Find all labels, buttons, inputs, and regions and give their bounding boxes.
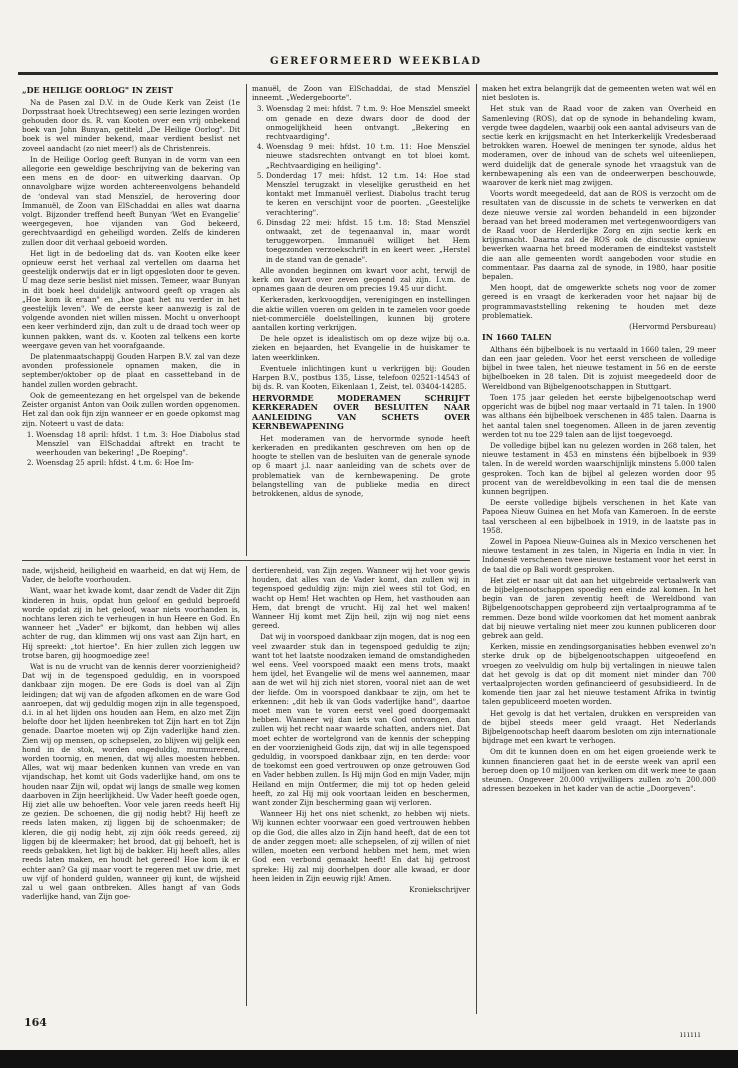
paragraph: Eventuele inlichtingen kunt u verkrijgen bij: Gouden Harpen B.V., postbus 135, Lisse, telefoon 02521-14543 of bij ds. R. van Kooten, Eikenlaan 1, Zeist, tel. 03404-14285. [252, 363, 470, 392]
paragraph: De platenmaatschappij Gouden Harpen B.V. zal van deze avonden professionele opnamen maken, die in september/oktober op de plaat en cassetteband in de handel zullen worden gebracht. [22, 352, 240, 389]
list-item: 2. Woensdag 25 april: hfdst. 4 t.m. 6: Hoe Im- [36, 458, 240, 467]
paragraph: nade, wijsheid, heiligheid en waarheid, en dat wij Hem, de Vader, de belofte voorhouden. [22, 566, 240, 585]
paragraph: Dat wij in voorspoed dankbaar zijn mogen, dat is nog een veel zwaarder stuk dan in tegenspoed geduldig te zijn; want tot het laatste noodzaken iemand de omstandigheden wel eens. Veel voorspoed maakt een mens trots, maakt hem ijdel, het Evangelie wil de mens wel aannemen, maar aan de wet wil hij zich niet storen, vooral niet aan de wet der liefde. Om in voorspoed dankbaar te zijn, om het te erkennen: „dit heb ik van Gods vaderlijke hand", daartoe moet men van te voren eerst veel goed doorgemaakt hebben. Wanneer wij dan iets van God ontvangen, dan zullen wij het recht naar waarde schatten, anders niet. Dat moet echter de wortelgrond van de kennis der schepping en der voorzienigheid Gods zijn, dat wij in alle tegenspoed geduldig, in voorspoed dankbaar zijn, en ten derde: voor de toekomst een goed vertrouwen op onze getrouwen God en Vader hebben zullen. Is Hij mijn God en mijn Vader, mijn Heiland en mijn Ontfermer, die mij tot op heden geleid heeft, zo zal Hij mij ook voortaan leiden en beschermen, want zonder Zijn bescherming gaan wij verloren. [252, 632, 470, 808]
list-item: 3. Woensdag 2 mei: hfdst. 7 t.m. 9: Hoe Menszïel smeekt om genade en deze dwars door de dood der onmogelijkheid heen ontvangt. „Bekering en rechtvaardiging". [266, 104, 470, 141]
source-credit: (Hervormd Persbureau) [629, 322, 716, 332]
column-divider [246, 566, 247, 1006]
paragraph: Na de Pasen zal D.V. in de Oude Kerk van Zeist (1e Dorpsstraat hoek Utrechtseweg) een serie lezingen worden gehouden door ds. R. van Kooten over een vrij onbekend boek van John Bunyan, getiteld „De Heilige Oorlog". Dit boek is wel minder bekend, maar verdient beslist net zoveel aandacht (zo niet meer!) als de Christenreis. [22, 97, 240, 153]
list-item: 4. Woensdag 9 mei: hfdst. 10 t.m. 11: Hoe Menszïel nieuwe stadsrechten ontvangt en tot bloei komt. „Rechtvaardiging en heiliging". [266, 142, 470, 170]
paragraph: Men hoopt, dat de omgewerkte schets nog voor de zomer gereed is en vraagt de kerkeraden voor het najaar bij de programmavaststelling rekening te houden met deze problematiek. [482, 283, 716, 320]
column-divider [246, 84, 247, 556]
heading-heilige-oorlog: „DE HEILIGE OORLOG" IN ZEIST [22, 85, 174, 95]
paragraph: maken het extra belangrijk dat de gemeenten weten wat wél en niet besloten is. [482, 84, 716, 103]
paragraph: Wat is nu de vrucht van de kennis derer voorzienigheid? Dat wij in de tegenspoed geduldig, en in voorspoed dankbaar zijn mogen. De ere Gods is doel van al Zijn leidingen; dat wij van de afgoden afkomen en de ware God aanroepen, dat wij geduldig mogen zijn in alle tegenspoed, d.i. in al het lijden ons houden aan Hem, en alzo met Zijn belofte door het lijden heenbreken tot Zijn hart en tot Zijn genade. Daartoe moeten wij op Zijn vaderlijke hand zien. Zien wij op mensen, op schepselen, zo blijven wij gelijk een hond in de stok, worden ongeduldig, murmurerend, worden toornig, en menen, dat wij alles moesten hebben. Alles, wat wij maar bedenken kunnen van vrede en van vijandschap, het komt uit Gods vaderlijke hand, om ons te houden naar Zijn wil, opdat wij langs de smalle weg komen daarboven in Zijn heerlijkheid. Uw Vader heeft goede ogen, Hij ziet alle uw behoeften. Voor vele jaren reeds heeft Hij ze gezien. De schoenen, die gij nodig hebt? Hij heeft ze reeds laten maken, zij liggen bij de schoenmaker; de kleren, die gij nodig hebt, zij zijn óók reeds gereed, zij liggen bij de kleermaker; het brood, dat gij behoeft, het is reeds gebakken, het ligt bij de bakker. Hij heeft alles, alles reeds laten maken, en houdt het gereed! Hoe kom ik er echter aan? Ga gij maar voort te regeren met uw drie, met uw vijf of honderd gulden, wanneer gij kunt, de wijsheid zal u wel gaan ontbreken. Alles hangt af van Gods vaderlijke hand, van Zijn goe- [22, 662, 240, 902]
header-rule [18, 72, 718, 75]
column-lezingen [252, 84, 470, 556]
page-number: 164 [24, 1016, 47, 1029]
paragraph: Kerkeraden, kerkvoogdijen, verenigingen en instellingen die aktie willen voeren om gelden in te zamelen voor goede niet-commerciële doelstellingen, kunnen bij grotere aantallen korting verkrijgen. [252, 295, 470, 333]
column-kroniek-left [22, 566, 240, 1006]
paragraph: Alle avonden beginnen om kwart voor acht, terwijl de kerk om kwart over zeven geopend zal zijn. I.v.m. de opnames gaan de deuren om precies 19.45 uur dicht. [252, 265, 470, 294]
paragraph: De hele opzet is idealistisch om op deze wijze bij o.a. zieken en bejaarden, het Evangelie in de huiskamer te laten weerklinken. [252, 334, 470, 362]
paragraph: Het ligt in de bedoeling dat ds. van Kooten elke keer opnieuw eerst het verhaal zal vertellen om daarna het geestelijk onderwijs dat er in ligt opgesloten door te geven. U mag deze serie beslist niet missen. Temeer, waar Bunyan in dit boek heel duidelijk antwoord geeft op vragen als „Hoe kom ik eraan" en „hoe gaat het nu verder in het geestelijk leven". We de eerste keer aanwezig is zal de volgende avonden niet willen missen. Mocht u onverhoopt een keer verhinderd zijn, dan zult u de draad toch weer op kunnen pakken, want ds. v. Kooten zal telkens een korte weergave geven van het voorafgaande. [22, 248, 240, 350]
paragraph: Wanneer Hij het ons niet schenkt, zo hebben wij niets. Wij kunnen echter voorwaar een goed vertrouwen hebben op die God, die alles alzo in Zijn hand heeft, dat de een tot de ander zeggen moet: alle schepselen, of zij willen of niet willen, moeten een verbond hebben met hem, met wien God een verbond gemaakt heeft! En dat hij getroost spreke: Hij zal mij doorhelpen door alle kwaad, er door heen leiden in Zijn eeuwig rijk! Amen. [252, 809, 470, 883]
paragraph: Het ziet er naar uit dat aan het uitgebreide vertaalwerk van de bijbelgenootschappen spoedig een einde zal komen. In het begin van de jaren zeventig heeft de Wereldbond van Bijbelgenootschappen geprobeerd zijn vertaalprogramma af te remmen. Deze bond wilde voorkomen dat het moment aanbrak dat bij nieuwe vertaling niet meer zou kunnen publiceren door gebrek aan geld. [482, 575, 716, 640]
paragraph: Het stuk van de Raad voor de zaken van Overheid en Samenleving (ROS), dat op de synode in behandeling kwam, vergde twee dagdelen, waarbij ook een aantal adviseurs van de sectie kerk en krijgsmacht en het Interkerkelijk Vredesberaad betrokken waren. Hoewel de meningen ter synode, aldus het moderamen, over de inhoud van de schets wel uiteenliepen, werd duidelijk dat de generale synode het vraagstuk van de kernbewapening als een van de ondeerwerpen beschouwde, waarover de kerk niet mag zwijgen. [482, 104, 716, 188]
date-list [252, 104, 470, 263]
heading-moderamen: HERVORMDE MODERAMEN SCHRIJFT KERKERADEN OVER BESLUITEN NAAR AANLEIDING VAN SCHETS OVER KERNBEWAPENING [252, 392, 470, 432]
paragraph: Kerken, missie en zendingsorganisaties hebben evenwel zo'n sterke druk op de bijbelgenootschappen uitgeoefend en vroegen zo veelvuldig om hulp bij vertalingen in nieuwe talen dat het gevolg is dat op dit moment niet minder dan 700 vertaalprojecten worden gefinancieerd of gesubsidieerd. In de komende tien jaar zal het nieuwe testament Afrika in twintig talen gepubliceerd moeten worden. [482, 642, 716, 707]
list-item: 1. Woensdag 18 april: hfdst. 1 t.m. 3: Hoe Diabolus stad Menszïel van ElSchaddai aftrekt en tracht te weerhouden van bekering! „De Roeping". [36, 430, 240, 458]
paragraph: Het moderamen van de hervormde synode heeft kerkeraden en predikanten geschreven om hen op de hoogte te stellen van de besluiten van de generale synode op 6 maart j.l. naar aanleiding van de schets over de problematiek van de kernbewapening. De grote belangstelling van de publieke media en direct betrokkenen, aldus de synode, [252, 433, 470, 499]
column-zeist [22, 84, 240, 556]
paragraph: Het gevolg is dat het vertalen, drukken en verspreiden van de bijbel steeds meer geld vraagt. Het Nederlands Bijbelgenootschap heeft daarom besloten om zijn internationale bijdrage met een kwart te verhogen. [482, 708, 716, 746]
paragraph: Ook de gemeentezang en het orgelspel van de bekende Zeister organist Anton van Ooik zullen worden opgenomen. Het zal dan ook fijn zijn wanneer er en goede opkomst mag zijn. Noteert u vast de data: [22, 390, 240, 428]
paragraph: Althans één bijbelboek is nu vertaald in 1660 talen, 29 meer dan een jaar geleden. Voor het eerst verscheen de volledige bijbel in twee talen, het nieuwe testament in 56 en de eerste bijbelboeken in 28 talen. Dit is zojuist meegedeeld door de Wereldbond van Bijbelgenootschappen in Stuttgart. [482, 344, 716, 391]
paragraph: De eerste volledige bijbels verschenen in het Kate van Papoea Nieuw Guinea en het Mofa van Kameroen. In de eerste taal verscheen al een bijbelboek in 1919, in de laatste pas in 1958. [482, 498, 716, 535]
paragraph: Om dit te kunnen doen en om het eigen groeiende werk te kunnen financieren gaat het in de eerste week van april een beroep doen op 10 miljoen van kerken om dit werk mee te gaan steunen. Ongeveer 20.000 vrijwilligers zullen zo'n 200.000 adressen bezoeken in het kader van de actie „Doorgeven". [482, 747, 716, 794]
paragraph: De volledige bijbel kan nu gelezen worden in 268 talen, het nieuwe testament in 453 en minstens één bijbelboek in 939 talen. In de wereld worden waarschijnlijk minstens 5.000 talen gesproken. Toch kan de bijbel al gelezen worden door 95 procent van de wereldbevolking in een taal die de mensen kunnen begrijpen. [482, 440, 716, 496]
author-signature: Kroniekschrijver [409, 884, 470, 894]
heading-1660-talen: IN 1660 TALEN [482, 332, 552, 343]
paragraph: manuël, de Zoon van ElSchaddai, de stad Menszïel inneemt. „Wedergeboorte". [252, 84, 470, 103]
column-kroniek-right [252, 566, 470, 1006]
column-talen [482, 84, 716, 1012]
list-item: 5. Donderdag 17 mei: hfdst. 12 t.m. 14: Hoe stad Menszïel terugzakt in vleselijke gerustheid en het kontakt met Immanuël verliest. Diabolus tracht terug te keren en verschijnt voor de poorten. „Geestelijke verachtering". [266, 171, 470, 217]
margin-marks: ıııııı [680, 1030, 702, 1039]
paragraph: In de Heilige Oorlog geeft Bunyan in de vorm van een allegorie een geweldige beschrijving van de bekering van een mens en de door- en uitwerking daarvan. Op onnavolgbare wijze worden achtereenvolgens behandeld de ‘ondeval van stad Menszïel, de herovering door Immanuël, de Zoon van ElSchaddai en alles wat daarna volgt. Bijzonder treffend heeft Bunyan ‘Wet en Evangelie’ weergegeven, hoe vijanden van God bekeerd, gerechtvaardigd en geheiligd worden. Zelfs de kinderen zullen door dit verhaal geboeid worden. [22, 154, 240, 247]
date-list [22, 430, 240, 468]
list-item: 6. Dinsdag 22 mei: hfdst. 15 t.m. 18: Stad Menszïel ontwaakt, zet de tegenaanval in, maar wordt teruggeworpen. Immanuël williget het Hem toegezonden verzoekschrift in en keert weer. „Herstel in de stand van de genade". [266, 218, 470, 264]
paragraph: dertierenheid, van Zijn zegen. Wanneer wij het voor gewis houden, dat alles van de Vader komt, dan zullen wij in tegenspoed geduldig zijn: mijn ziel wees stil tot God, en wacht op Hem! Het wachten op Hem, het vasthouden aan Hem, dat brengt de vrucht. Hij zal het wel maken! Wanneer Hij komt met Zijn heil, zijn wij nog niet eens gereed. [252, 566, 470, 631]
page-header-title: GEREFORMEERD WEEKBLAD [270, 56, 483, 67]
paragraph: Voorts wordt meegedeeld, dat aan de ROS is verzocht om de resultaten van de discussie in de schets te verwerken en dat deze nieuwe versie zal worden behandeld in een bijzonder beraad van het breed moderamen met vertegenwoordigers van de Raad voor de Herderlijke Zorg en zijn sectie kerk en krijgsmacht. Daarna zal de ROS ook de discussie opnieuw bewerken waarna het breed moderamen de eindtekst vaststelt die aan alle gemeenten wordt aangeboden voor studie en commentaar. Pas daarna zal de synode, in 1980, haar positie bepalen. [482, 189, 716, 282]
paragraph: Toen 175 jaar geleden het eerste bijbelgenootschap werd opgericht was de bijbel nog maar vertaald in 71 talen. In 1900 was althans één bijbelboek verschenen in 485 talen. Daarna is het aantal talen snel toegenomen. Alleen in de jaren zeventig werden tot nu toe 229 talen aan de lijst toegevoegd. [482, 392, 716, 439]
paragraph: Want, waar het kwade komt, daar zendt de Vader dit Zijn kinderen in huis, opdat hun geloof en geduld beproefd worde opdat zij in het geloof, waar niets voorhanden is, nochtans leren zich te verheugen in hun Heere en God. En wanneer het „Vader" er bijkomt, dan hebben wij alles achter de rug, dan klimmen wij ons vast aan Zijn hart, en Hij spreekt: „tot hiertoe". En hier zullen zich leggen uw trotse baren, gij hoogmoedige zee! [22, 586, 240, 660]
scan-edge-bar [0, 1050, 738, 1068]
column-divider [476, 84, 477, 1014]
section-divider [22, 560, 470, 561]
paragraph: Zowel in Papoea Nieuw-Guinea als in Mexico verschenen het nieuwe testament in zes talen, in Nigeria en India in vier. In Indonesië verschenen twee nieuwe testament voor het eerst in de taal die op Bali wordt gesproken. [482, 536, 716, 574]
